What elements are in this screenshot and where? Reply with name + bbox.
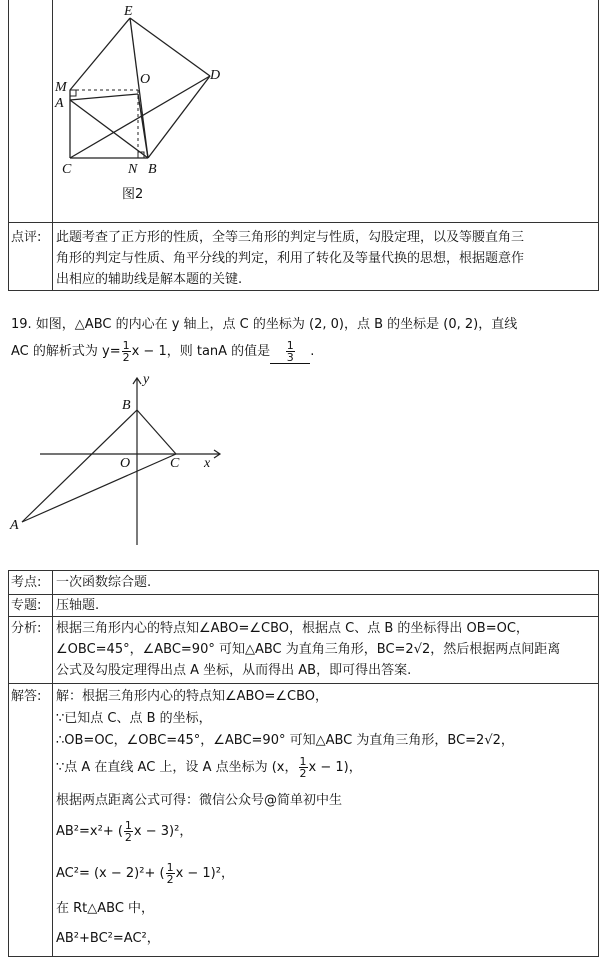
jieda-6-post: x − 3)²， bbox=[133, 824, 193, 839]
fig19-label-y: y bbox=[143, 372, 150, 387]
j4-den: 2 bbox=[299, 767, 307, 780]
fig19-label-A: A bbox=[10, 518, 19, 533]
answer-num: 1 bbox=[286, 339, 294, 352]
answer-fraction bbox=[286, 340, 295, 363]
jieda-line-2: ∵已知点 C、点 B 的坐标， bbox=[56, 711, 212, 726]
jieda-4-frac bbox=[299, 756, 308, 779]
jieda-7-post: x − 1)²， bbox=[175, 866, 234, 881]
fig2-label-C: C bbox=[62, 162, 72, 177]
comment-line-1: 此题考查了正方形的性质，全等三角形的判定与性质，勾股定理，以及等腰直角三 bbox=[56, 230, 525, 245]
comment-line-3: 出相应的辅助线是解本题的关键. bbox=[56, 272, 243, 287]
problem-19-line-2 bbox=[11, 340, 314, 364]
table-row1-bottom bbox=[8, 594, 599, 595]
zhuanti-label: 专题: bbox=[11, 598, 42, 613]
line2-pre: AC 的解析式为 y= bbox=[11, 344, 121, 359]
fraction-half bbox=[122, 340, 131, 363]
j4-num: 1 bbox=[299, 755, 307, 768]
fig2-label-B: B bbox=[148, 162, 157, 177]
zhuanti-text: 压轴题. bbox=[56, 598, 100, 613]
line2-mid: x − 1，则 tanA 的值是 bbox=[131, 344, 271, 359]
table-bottom bbox=[8, 956, 599, 957]
fenxi-line-2: ∠OBC=45°，∠ABC=90° 可知△ABC 为直角三角形，BC=2√2，然后根据两点间距离 bbox=[56, 642, 561, 657]
fig19-label-B: B bbox=[122, 398, 131, 413]
table-row3-bottom bbox=[8, 683, 599, 684]
jieda-line-8: 在 Rt△ABC 中， bbox=[56, 901, 155, 916]
fig19-label-O: O bbox=[120, 456, 131, 471]
top-box-hline bbox=[8, 222, 599, 223]
kaodian-text: 一次函数综合题. bbox=[56, 575, 152, 590]
j6-den: 2 bbox=[124, 831, 132, 844]
table-row2-bottom bbox=[8, 616, 599, 617]
j7-den: 2 bbox=[166, 873, 174, 886]
jieda-7-frac bbox=[166, 862, 175, 885]
table-top bbox=[8, 570, 599, 571]
line2-end: . bbox=[310, 344, 315, 359]
j6-num: 1 bbox=[124, 819, 132, 832]
jieda-line-4 bbox=[56, 756, 362, 779]
jieda-6-pre: AB²=x²+ ( bbox=[56, 824, 123, 839]
frac-den: 2 bbox=[122, 351, 130, 364]
j7-num: 1 bbox=[166, 861, 174, 874]
fig2-label-A: A bbox=[55, 96, 64, 111]
top-box-left2 bbox=[8, 222, 9, 290]
kaodian-label: 考点: bbox=[11, 575, 42, 590]
table-left bbox=[8, 570, 9, 957]
comment-line-2: 角形的判定与性质、角平分线的判定，利用了转化及等量代换的思想，根据题意作 bbox=[56, 251, 525, 266]
jieda-4-post: x − 1)， bbox=[308, 760, 362, 775]
fig19-label-C: C bbox=[170, 456, 180, 471]
fig2-label-D: D bbox=[210, 68, 221, 83]
fenxi-label: 分析: bbox=[11, 621, 42, 636]
fig2-label-E: E bbox=[124, 4, 133, 19]
jieda-line-6 bbox=[56, 820, 192, 843]
answer-den: 3 bbox=[286, 351, 294, 364]
fenxi-line-3: 公式及勾股定理得出点 A 坐标，从而得出 AB，即可得出答案. bbox=[56, 663, 412, 678]
fenxi-line-1: 根据三角形内心的特点知∠ABO=∠CBO，根据点 C、点 B 的坐标得出 OB=OC， bbox=[56, 621, 529, 636]
fig2-label-N: N bbox=[128, 162, 138, 177]
figure-2-diagram bbox=[0, 0, 600, 222]
table-divider bbox=[52, 570, 53, 957]
problem-19-line-1: 19. 如图，△ABC 的内心在 y 轴上，点 C 的坐标为 (2, 0)，点 B 的坐标是 (0, 2)，直线 bbox=[11, 317, 518, 332]
jieda-4-pre: ∵点 A 在直线 AC 上，设 A 点坐标为 (x， bbox=[56, 760, 298, 775]
figure-2-caption: 图2 bbox=[122, 187, 144, 202]
comment-label: 点评: bbox=[11, 230, 42, 245]
fig2-label-M: M bbox=[55, 80, 67, 95]
jieda-label: 解答: bbox=[11, 689, 42, 704]
jieda-line-5: 根据两点距离公式可得：微信公众号@简单初中生 bbox=[56, 793, 343, 808]
fig19-label-x: x bbox=[204, 456, 211, 471]
jieda-line-7 bbox=[56, 862, 234, 885]
jieda-line-9: AB²+BC²=AC²， bbox=[56, 931, 160, 946]
jieda-6-frac bbox=[124, 820, 133, 843]
jieda-line-3: ∴OB=OC，∠OBC=45°，∠ABC=90° 可知△ABC 为直角三角形，BC=2√2， bbox=[56, 733, 514, 748]
fig2-label-O: O bbox=[140, 72, 151, 87]
jieda-line-1: 解：根据三角形内心的特点知∠ABO=∠CBO， bbox=[56, 689, 329, 704]
frac-num: 1 bbox=[122, 339, 130, 352]
jieda-7-pre: AC²= (x − 2)²+ ( bbox=[56, 866, 165, 881]
table-right bbox=[598, 570, 599, 957]
top-box-bottom bbox=[8, 290, 599, 291]
